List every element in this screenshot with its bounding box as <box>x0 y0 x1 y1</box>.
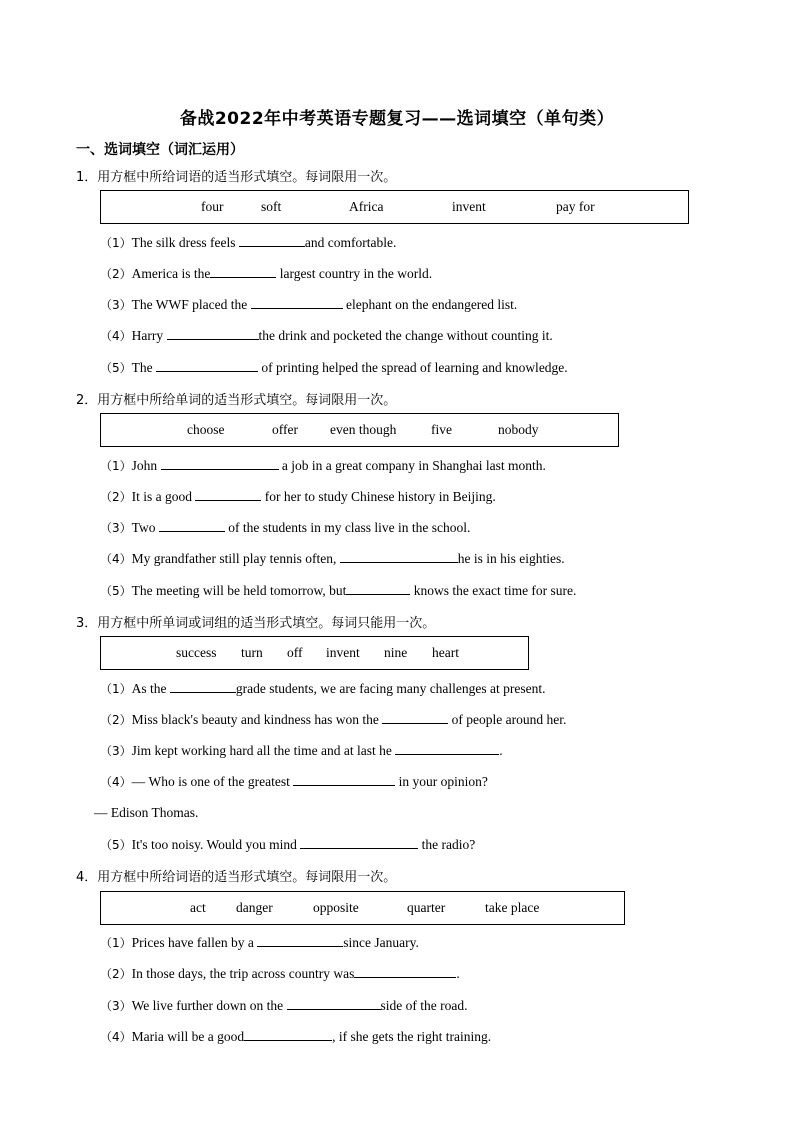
question-2-word-box <box>100 413 619 447</box>
word-box-item: act <box>190 900 206 915</box>
item-number: （1） <box>100 936 132 950</box>
word-box-item: opposite <box>313 900 359 915</box>
question-2-item-1 <box>100 457 546 474</box>
item-number: （4） <box>100 329 132 343</box>
question-3-item-5 <box>100 836 475 853</box>
item-text: the drink and pocketed the change without counting it. <box>258 328 553 343</box>
item-text: Harry <box>131 328 167 343</box>
question-4-item-4 <box>100 1028 491 1045</box>
item-number: （1） <box>100 459 132 473</box>
item-text: the radio? <box>418 837 476 852</box>
word-box-item: pay for <box>556 199 595 214</box>
item-number: （4） <box>100 775 132 789</box>
item-text: largest country in the world. <box>276 266 433 281</box>
item-number: （2） <box>100 490 132 504</box>
answer-blank[interactable] <box>167 327 259 340</box>
answer-blank[interactable] <box>156 359 258 372</box>
question-3-instruction: 3．用方框中所单词或词组的适当形式填空。每词只能用一次。 <box>76 616 436 631</box>
item-number: （2） <box>100 713 132 727</box>
item-text: John <box>131 458 161 473</box>
page-title: 备战2022年中考英语专题复习——选词填空（单句类） <box>179 109 615 129</box>
word-box-item: nobody <box>498 422 539 437</box>
item-text: It is a good <box>131 489 196 504</box>
item-text: In those days, the trip across country was <box>131 966 355 981</box>
item-text: side of the road. <box>380 998 468 1013</box>
item-text: he is in his eighties. <box>457 551 565 566</box>
item-number: （1） <box>100 236 132 250</box>
answer-blank[interactable] <box>382 711 448 724</box>
word-box-item: danger <box>236 900 273 915</box>
answer-blank[interactable] <box>210 265 276 278</box>
item-text: since January. <box>343 935 419 950</box>
answer-blank[interactable] <box>195 488 261 501</box>
question-3-answer-line: — Edison Thomas. <box>94 805 199 820</box>
answer-blank[interactable] <box>340 550 458 563</box>
question-1-item-2 <box>100 265 432 282</box>
word-box-item: choose <box>187 422 225 437</box>
item-text: of people around her. <box>448 712 567 727</box>
item-text: America is the <box>131 266 211 281</box>
answer-blank[interactable] <box>354 965 456 978</box>
item-text: The silk dress feels <box>131 235 239 250</box>
word-box-item: invent <box>452 199 486 214</box>
word-box-item: four <box>201 199 224 214</box>
item-number: （3） <box>100 744 132 758</box>
answer-blank[interactable] <box>257 934 343 947</box>
answer-blank[interactable] <box>346 582 410 595</box>
item-number: （1） <box>100 682 132 696</box>
item-text: As the <box>131 681 170 696</box>
item-text: . <box>499 743 503 758</box>
question-4-item-3 <box>100 997 468 1014</box>
question-3-item-4 <box>100 773 488 790</box>
item-text: Maria will be a good <box>131 1029 245 1044</box>
item-text: Miss black's beauty and kindness has won the <box>131 712 383 727</box>
question-3-item-2 <box>100 711 566 728</box>
item-text: grade students, we are facing many challenges at present. <box>235 681 546 696</box>
item-text: Prices have fallen by a <box>131 935 258 950</box>
item-text: and comfortable. <box>304 235 397 250</box>
word-box-item: heart <box>432 645 459 660</box>
answer-blank[interactable] <box>395 742 499 755</box>
word-box-item: take place <box>485 900 540 915</box>
item-text: for her to study Chinese history in Beijing. <box>261 489 496 504</box>
item-text: knows the exact time for sure. <box>410 583 577 598</box>
item-number: （2） <box>100 967 132 981</box>
item-text: , if she gets the right training. <box>332 1029 492 1044</box>
item-number: （3） <box>100 521 132 535</box>
item-text: Two <box>131 520 159 535</box>
item-text: elephant on the endangered list. <box>342 297 518 312</box>
item-text: in your opinion? <box>395 774 488 789</box>
word-box-item: five <box>431 422 452 437</box>
item-text: It's too noisy. Would you mind <box>131 837 301 852</box>
question-1-word-box <box>100 190 689 224</box>
word-box-item: off <box>287 645 303 660</box>
question-1-item-5 <box>100 359 568 376</box>
word-box-item: nine <box>384 645 408 660</box>
word-box-item: turn <box>241 645 263 660</box>
question-1-item-4 <box>100 327 553 344</box>
item-text: We live further down on the <box>131 998 287 1013</box>
question-4-instruction: 4．用方框中所给词语的适当形式填空。每词限用一次。 <box>76 870 397 885</box>
answer-blank[interactable] <box>293 773 395 786</box>
word-box-item: Africa <box>349 199 384 214</box>
item-text: of the students in my class live in the school. <box>224 520 471 535</box>
item-number: （3） <box>100 999 132 1013</box>
answer-blank[interactable] <box>159 519 225 532</box>
word-box-item: success <box>176 645 217 660</box>
item-number: （5） <box>100 584 132 598</box>
word-box-item: even though <box>330 422 397 437</box>
answer-blank[interactable] <box>239 234 305 247</box>
answer-blank[interactable] <box>244 1028 332 1041</box>
question-2-item-5 <box>100 582 576 599</box>
question-1-instruction: 1．用方框中所给词语的适当形式填空。每词限用一次。 <box>76 170 397 185</box>
item-text: The WWF placed the <box>131 297 251 312</box>
item-text: — Who is one of the greatest <box>131 774 294 789</box>
question-1-item-1 <box>100 234 396 251</box>
item-number: （2） <box>100 267 132 281</box>
item-text: a job in a great company in Shanghai last month. <box>278 458 546 473</box>
item-text: of printing helped the spread of learning and knowledge. <box>258 360 568 375</box>
item-number: （4） <box>100 552 132 566</box>
question-2-item-2 <box>100 488 496 505</box>
word-box-item: invent <box>326 645 360 660</box>
question-1-item-3 <box>100 296 517 313</box>
item-text: The <box>131 360 157 375</box>
question-2-item-3 <box>100 519 470 536</box>
question-2-item-4 <box>100 550 565 567</box>
item-text: The meeting will be held tomorrow, but <box>131 583 347 598</box>
word-box-item: soft <box>261 199 282 214</box>
answer-blank[interactable] <box>251 296 343 309</box>
answer-blank[interactable] <box>170 680 236 693</box>
answer-blank[interactable] <box>161 457 279 470</box>
answer-blank[interactable] <box>287 997 381 1010</box>
item-number: （3） <box>100 298 132 312</box>
question-3-item-1 <box>100 680 546 697</box>
item-text: . <box>456 966 460 981</box>
question-4-item-1 <box>100 934 419 951</box>
question-2-instruction: 2．用方框中所给单词的适当形式填空。每词限用一次。 <box>76 393 397 408</box>
item-number: （5） <box>100 361 132 375</box>
question-3-word-box <box>100 636 529 670</box>
section-heading: 一、选词填空（词汇运用） <box>76 142 244 158</box>
question-4-item-2 <box>100 965 460 982</box>
item-number: （4） <box>100 1030 132 1044</box>
item-text: My grandfather still play tennis often, <box>131 551 340 566</box>
question-4-word-box <box>100 891 625 925</box>
word-box-item: offer <box>272 422 298 437</box>
item-text: Jim kept working hard all the time and at last he <box>131 743 396 758</box>
word-box-item: quarter <box>407 900 446 915</box>
answer-blank[interactable] <box>300 836 418 849</box>
item-number: （5） <box>100 838 132 852</box>
question-3-item-3 <box>100 742 503 759</box>
